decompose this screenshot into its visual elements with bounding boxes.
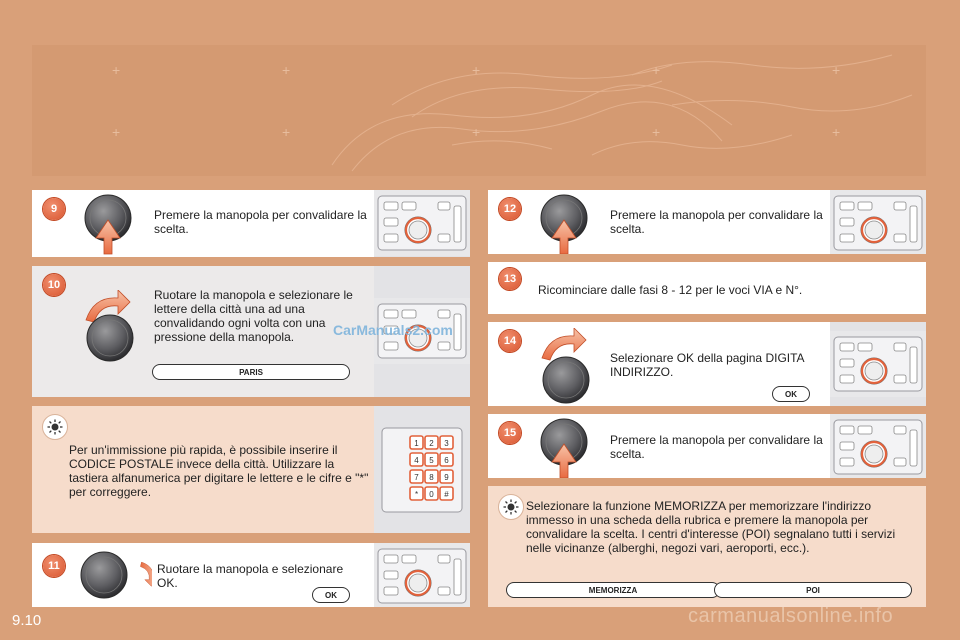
keypad-key xyxy=(410,487,423,500)
map-banner xyxy=(32,45,926,176)
poi-pill: POI xyxy=(714,582,912,598)
step-text: Ruotare la manopola e selezionare le lettere della città una ad una convalidando ogni volta con una pressione della manopola. xyxy=(154,288,353,344)
radio-unit-icon xyxy=(830,414,926,478)
svg-text:7: 7 xyxy=(414,473,419,482)
step-number-badge: 11 xyxy=(43,555,65,577)
knob-press-icon xyxy=(540,194,588,254)
keypad-key xyxy=(410,470,423,483)
step-12-panel xyxy=(488,190,926,254)
svg-text:+: + xyxy=(112,124,121,140)
tip-text: Selezionare la funzione MEMORIZZA per memorizzare l'indirizzo immesso in una scheda della rubrica e premere la manopola per convalidare la scelta. I centri d'interesse (POI) segnalano tutti i servizi nelle vicinanze (alberghi, negozi vari, aeroporti, ecc.). xyxy=(526,499,896,555)
svg-text:+: + xyxy=(472,124,481,140)
site-watermark: carmanualsonline.info xyxy=(688,605,894,627)
step-15-panel xyxy=(488,414,926,478)
step-9-panel xyxy=(32,190,470,257)
keypad-key xyxy=(440,487,453,500)
paris-pill: PARIS xyxy=(152,364,350,380)
knob-rotate-icon xyxy=(540,328,592,404)
step-number-badge: 9 xyxy=(43,198,65,220)
svg-text:1: 1 xyxy=(414,439,419,448)
svg-text:+: + xyxy=(282,124,291,140)
watermark: CarManuals2.com xyxy=(333,322,453,338)
topographic-map-graphic xyxy=(32,45,926,176)
step-text: Ruotare la manopola e selezionare OK. xyxy=(157,562,344,590)
svg-text:4: 4 xyxy=(414,456,419,465)
svg-text:9: 9 xyxy=(444,473,449,482)
svg-text:+: + xyxy=(112,62,121,78)
keypad-key xyxy=(425,453,438,466)
keypad-key xyxy=(440,470,453,483)
step-number-badge: 14 xyxy=(499,330,521,352)
tip-2-panel xyxy=(488,486,926,607)
keypad-key xyxy=(425,436,438,449)
step-text: Premere la manopola per convalidare la scelta. xyxy=(610,208,823,236)
keypad-key xyxy=(440,436,453,449)
keypad-key xyxy=(410,453,423,466)
svg-text:+: + xyxy=(652,124,661,140)
svg-text:+: + xyxy=(472,62,481,78)
keypad-key xyxy=(440,453,453,466)
radio-unit-icon xyxy=(830,322,926,406)
keypad-key xyxy=(425,470,438,483)
knob-press-icon xyxy=(540,418,588,478)
step-number-badge: 15 xyxy=(499,422,521,444)
step-14-panel xyxy=(488,322,926,406)
svg-text:3: 3 xyxy=(444,439,449,448)
memorizza-pill: MEMORIZZA xyxy=(506,582,720,598)
keypad-key xyxy=(425,487,438,500)
svg-text:+: + xyxy=(832,62,841,78)
svg-text:*: * xyxy=(414,490,419,499)
svg-text:+: + xyxy=(832,124,841,140)
ok-pill: OK xyxy=(772,386,810,402)
radio-unit-icon xyxy=(830,190,926,254)
step-text: Ricominciare dalle fasi 8 - 12 per le voci VIA e N°. xyxy=(538,283,803,297)
ok-pill: OK xyxy=(312,587,350,603)
keypad-icon xyxy=(374,406,470,533)
svg-text:6: 6 xyxy=(444,456,449,465)
step-number-badge: 12 xyxy=(499,198,521,220)
step-text: Selezionare OK della pagina DIGITA INDIRIZZO. xyxy=(610,351,804,379)
svg-text:5: 5 xyxy=(429,456,434,465)
step-number-badge: 13 xyxy=(499,268,521,290)
keypad-key xyxy=(410,436,423,449)
page-number: 9.10 xyxy=(12,612,42,629)
radio-unit-icon xyxy=(374,543,470,607)
step-number-badge: 10 xyxy=(43,274,65,296)
svg-text:2: 2 xyxy=(429,439,434,448)
svg-text:#: # xyxy=(444,490,449,499)
svg-text:8: 8 xyxy=(429,473,434,482)
step-text: Premere la manopola per convalidare la scelta. xyxy=(154,208,367,236)
lightbulb-icon xyxy=(42,414,68,440)
radio-unit-icon xyxy=(374,190,470,257)
tip-1-panel xyxy=(32,406,470,533)
step-13-panel xyxy=(488,262,926,314)
knob-rotate-icon xyxy=(84,290,136,364)
svg-text:0: 0 xyxy=(429,490,434,499)
knob-press-icon xyxy=(84,194,132,256)
tip-text: Per un'immissione più rapida, è possibile inserire il CODICE POSTALE invece della città. Utilizzare la tastiera alfanumerica per digitare le lettere e le cifre e "*" per correggere. xyxy=(69,443,369,499)
lightbulb-icon xyxy=(498,494,524,520)
svg-text:+: + xyxy=(652,62,661,78)
step-text: Premere la manopola per convalidare la scelta. xyxy=(610,433,823,461)
step-11-panel xyxy=(32,543,470,607)
svg-text:+: + xyxy=(282,62,291,78)
knob-rotate-icon xyxy=(80,551,152,603)
